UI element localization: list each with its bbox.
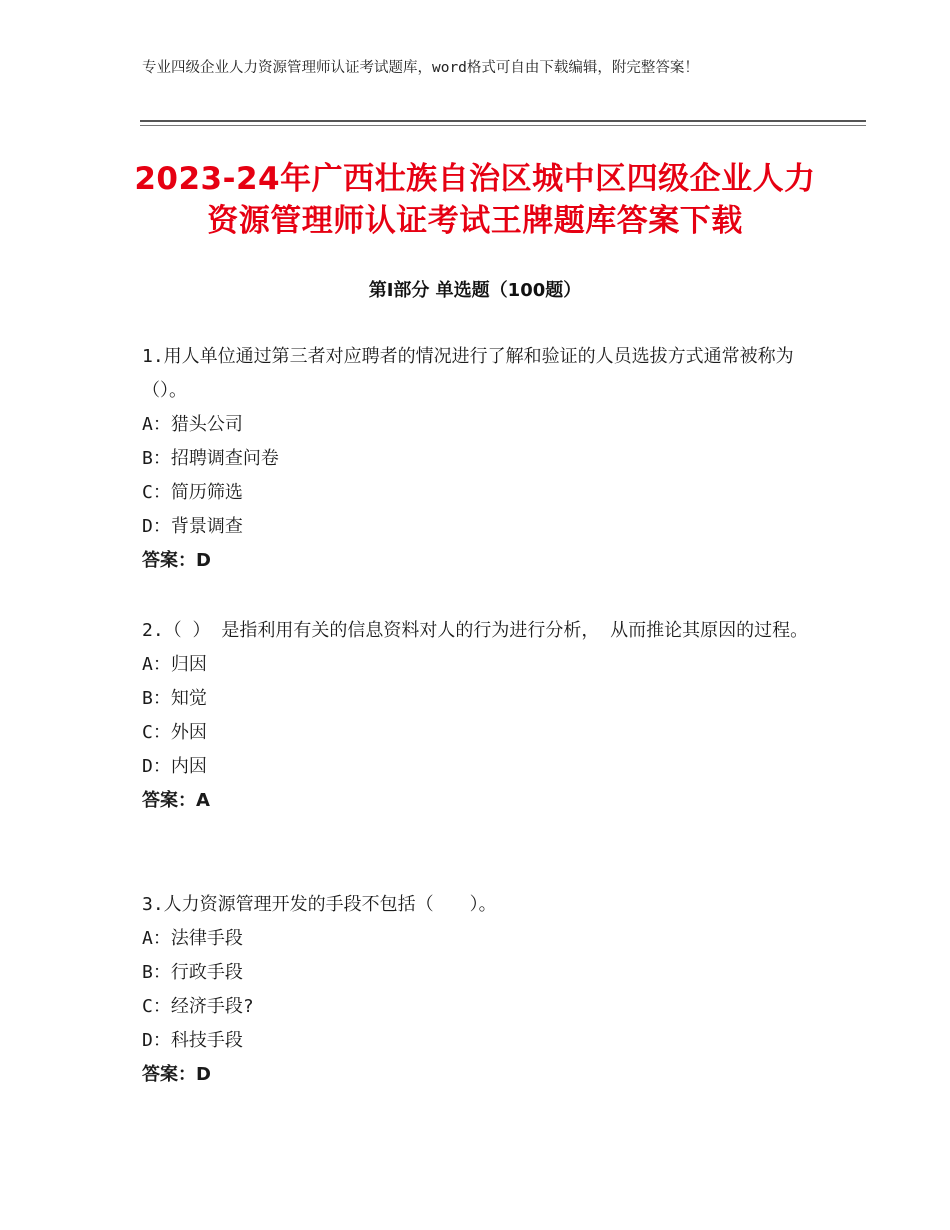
answer: 答案：D xyxy=(142,550,211,571)
header-note: 专业四级企业人力资源管理师认证考试题库，word格式可自由下载编辑，附完整答案！ xyxy=(142,60,699,76)
option-a: A：法律手段 xyxy=(142,928,243,949)
option-c: C：经济手段? xyxy=(142,996,254,1017)
option-b: B：招聘调查问卷 xyxy=(142,448,279,469)
header-divider-thick xyxy=(140,120,866,122)
option-d: D：内因 xyxy=(142,756,207,777)
document-title: 2023-24年广西壮族自治区城中区四级企业人力资源管理师认证考试王牌题库答案下载 xyxy=(134,161,816,239)
question-2 xyxy=(142,614,822,818)
question-1 xyxy=(142,340,822,578)
section-heading: 第Ⅰ部分 单选题（100题） xyxy=(368,280,582,301)
header-divider-thin xyxy=(140,125,866,126)
question-3 xyxy=(142,888,822,1092)
option-b: B：知觉 xyxy=(142,688,207,709)
question-stem: 2.（ ） 是指利用有关的信息资料对人的行为进行分析， 从而推论其原因的过程。 xyxy=(142,620,809,641)
option-d: D：科技手段 xyxy=(142,1030,243,1051)
answer: 答案：D xyxy=(142,1064,211,1085)
option-c: C：外因 xyxy=(142,722,207,743)
option-b: B：行政手段 xyxy=(142,962,243,983)
option-c: C：简历筛选 xyxy=(142,482,243,503)
question-stem: 3.人力资源管理开发的手段不包括（ ）。 xyxy=(142,894,497,915)
option-d: D：背景调查 xyxy=(142,516,243,537)
option-a: A：猎头公司 xyxy=(142,414,243,435)
answer: 答案：A xyxy=(142,790,210,811)
question-stem: 1.用人单位通过第三者对应聘者的情况进行了解和验证的人员选拔方式通常被称为（）。 xyxy=(142,346,794,401)
option-a: A：归因 xyxy=(142,654,207,675)
